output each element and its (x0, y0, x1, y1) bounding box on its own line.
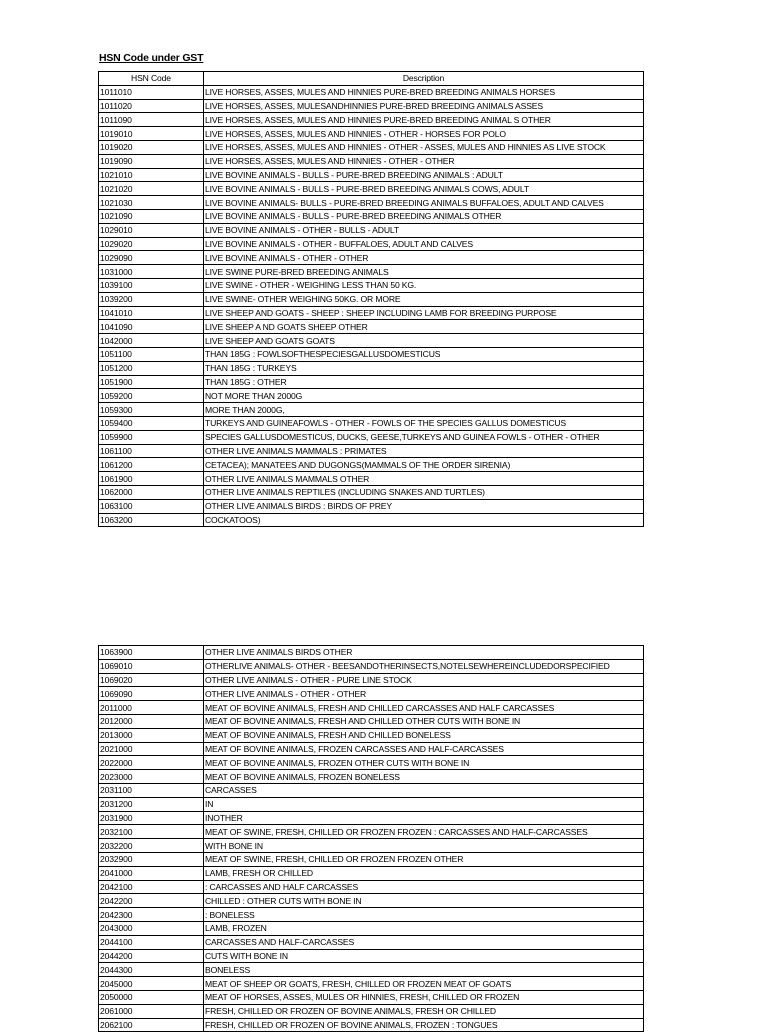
description-cell: INOTHER (204, 811, 644, 825)
table-row (99, 673, 644, 687)
hsn-code-cell: 1069020 (99, 673, 204, 687)
description-cell: THAN 185G : FOWLSOFTHESPECIESGALLUSDOMESTICUS (204, 347, 644, 361)
description-cell: : BONELESS (204, 908, 644, 922)
description-cell: LIVE HORSES, ASSES, MULES AND HINNIES - OTHER - OTHER (204, 154, 644, 168)
hsn-code-cell: 2022000 (99, 756, 204, 770)
table-row (99, 223, 644, 237)
document-title: HSN Code under GST (99, 52, 204, 64)
description-cell: CHILLED : OTHER CUTS WITH BONE IN (204, 894, 644, 908)
table-row (99, 811, 644, 825)
hsn-code-cell: 2041000 (99, 866, 204, 880)
column-header-description: Description (204, 72, 644, 86)
hsn-code-cell: 2012000 (99, 714, 204, 728)
hsn-code-cell: 2031200 (99, 797, 204, 811)
table-row (99, 839, 644, 853)
table-row (99, 728, 644, 742)
table-row (99, 347, 644, 361)
hsn-code-cell: 1069090 (99, 687, 204, 701)
table-row (99, 701, 644, 715)
description-cell: LIVE HORSES, ASSES, MULES AND HINNIES - OTHER - HORSES FOR POLO (204, 127, 644, 141)
table-row (99, 866, 644, 880)
description-cell: OTHER LIVE ANIMALS BIRDS : BIRDS OF PREY (204, 499, 644, 513)
hsn-code-cell: 1061900 (99, 472, 204, 486)
hsn-code-cell: 1059400 (99, 416, 204, 430)
description-cell: BONELESS (204, 963, 644, 977)
hsn-code-cell: 1031000 (99, 265, 204, 279)
description-cell: LIVE SWINE PURE-BRED BREEDING ANIMALS (204, 265, 644, 279)
table-row (99, 99, 644, 113)
table-row (99, 894, 644, 908)
table-row (99, 209, 644, 223)
table-row (99, 306, 644, 320)
hsn-code-cell: 1061200 (99, 458, 204, 472)
table-row (99, 687, 644, 701)
table-row (99, 880, 644, 894)
hsn-code-cell: 1061100 (99, 444, 204, 458)
table-row (99, 1018, 644, 1032)
description-cell: LIVE SHEEP AND GOATS - SHEEP : SHEEP INCLUDING LAMB FOR BREEDING PURPOSE (204, 306, 644, 320)
description-cell: LIVE HORSES, ASSES, MULES AND HINNIES PURE-BRED BREEDING ANIMALS HORSES (204, 85, 644, 99)
table-row (99, 783, 644, 797)
hsn-code-cell: 1021010 (99, 168, 204, 182)
table-row (99, 977, 644, 991)
hsn-code-cell: 2050000 (99, 990, 204, 1004)
description-cell: LIVE BOVINE ANIMALS - BULLS - PURE-BRED BREEDING ANIMALS COWS, ADULT (204, 182, 644, 196)
table-row (99, 935, 644, 949)
description-cell: MEAT OF SWINE, FRESH, CHILLED OR FROZEN FROZEN : CARCASSES AND HALF-CARCASSES (204, 825, 644, 839)
description-cell: MEAT OF BOVINE ANIMALS, FROZEN CARCASSES AND HALF-CARCASSES (204, 742, 644, 756)
description-cell: LIVE SHEEP AND GOATS GOATS (204, 334, 644, 348)
description-cell: MEAT OF SWINE, FRESH, CHILLED OR FROZEN FROZEN OTHER (204, 852, 644, 866)
table-row (99, 659, 644, 673)
hsn-code-cell: 2042100 (99, 880, 204, 894)
hsn-code-cell: 1069010 (99, 659, 204, 673)
hsn-code-cell: 1041090 (99, 320, 204, 334)
table-row (99, 113, 644, 127)
table-row (99, 472, 644, 486)
description-cell: LIVE HORSES, ASSES, MULES AND HINNIES - OTHER - ASSES, MULES AND HINNIES AS LIVE STOCK (204, 140, 644, 154)
table-row (99, 430, 644, 444)
hsn-code-cell: 1029020 (99, 237, 204, 251)
hsn-code-cell: 1029010 (99, 223, 204, 237)
hsn-code-cell: 2032200 (99, 839, 204, 853)
description-cell: OTHERLIVE ANIMALS- OTHER - BEESANDOTHERINSECTS,NOTELSEWHEREINCLUDEDORSPECIFIED (204, 659, 644, 673)
table-row (99, 458, 644, 472)
table-row (99, 237, 644, 251)
hsn-code-cell: 1029090 (99, 251, 204, 265)
table-row (99, 251, 644, 265)
hsn-code-cell: 2044100 (99, 935, 204, 949)
table-row (99, 127, 644, 141)
description-cell: MEAT OF BOVINE ANIMALS, FRESH AND CHILLED CARCASSES AND HALF CARCASSES (204, 701, 644, 715)
description-cell: LIVE HORSES, ASSES, MULESANDHINNIES PURE-BRED BREEDING ANIMALS ASSES (204, 99, 644, 113)
hsn-code-cell: 1011020 (99, 99, 204, 113)
table-row (99, 278, 644, 292)
description-cell: MORE THAN 2000G, (204, 403, 644, 417)
hsn-code-cell: 1059300 (99, 403, 204, 417)
table-row (99, 908, 644, 922)
description-cell: LIVE BOVINE ANIMALS- BULLS - PURE-BRED BREEDING ANIMALS BUFFALOES, ADULT AND CALVES (204, 196, 644, 210)
description-cell: LIVE BOVINE ANIMALS - OTHER - BUFFALOES, ADULT AND CALVES (204, 237, 644, 251)
hsn-code-cell: 1021030 (99, 196, 204, 210)
hsn-code-cell: 1051100 (99, 347, 204, 361)
table-row (99, 990, 644, 1004)
table-row (99, 403, 644, 417)
table-row (99, 513, 644, 527)
hsn-code-cell: 2061000 (99, 1004, 204, 1018)
table-row (99, 375, 644, 389)
table-row (99, 646, 644, 660)
description-cell: MEAT OF BOVINE ANIMALS, FRESH AND CHILLED BONELESS (204, 728, 644, 742)
description-cell: LIVE BOVINE ANIMALS - OTHER - OTHER (204, 251, 644, 265)
description-cell: OTHER LIVE ANIMALS MAMMALS OTHER (204, 472, 644, 486)
table-row (99, 196, 644, 210)
table-row (99, 485, 644, 499)
description-cell: OTHER LIVE ANIMALS MAMMALS : PRIMATES (204, 444, 644, 458)
hsn-code-cell: 1063200 (99, 513, 204, 527)
table-row (99, 85, 644, 99)
table-row (99, 963, 644, 977)
hsn-code-cell: 2011000 (99, 701, 204, 715)
description-cell: LAMB, FRESH OR CHILLED (204, 866, 644, 880)
description-cell: LIVE BOVINE ANIMALS - OTHER - BULLS - ADULT (204, 223, 644, 237)
table-row (99, 168, 644, 182)
description-cell: LIVE SWINE- OTHER WEIGHING 50KG. OR MORE (204, 292, 644, 306)
description-cell: TURKEYS AND GUINEAFOWLS - OTHER - FOWLS OF THE SPECIES GALLUS DOMESTICUS (204, 416, 644, 430)
table-row (99, 714, 644, 728)
description-cell: SPECIES GALLUSDOMESTICUS, DUCKS, GEESE,TURKEYS AND GUINEA FOWLS - OTHER - OTHER (204, 430, 644, 444)
table-row (99, 416, 644, 430)
hsn-code-cell: 1019010 (99, 127, 204, 141)
hsn-code-cell: 2013000 (99, 728, 204, 742)
description-cell: OTHER LIVE ANIMALS - OTHER - OTHER (204, 687, 644, 701)
description-cell: CETACEA); MANATEES AND DUGONGS(MAMMALS OF THE ORDER SIRENIA) (204, 458, 644, 472)
table-row (99, 852, 644, 866)
hsn-code-cell: 1051200 (99, 361, 204, 375)
hsn-code-cell: 1039100 (99, 278, 204, 292)
hsn-code-cell: 2043000 (99, 921, 204, 935)
hsn-code-cell: 1021090 (99, 209, 204, 223)
description-cell: OTHER LIVE ANIMALS REPTILES (INCLUDING SNAKES AND TURTLES) (204, 485, 644, 499)
table-row (99, 265, 644, 279)
description-cell: MEAT OF BOVINE ANIMALS, FROZEN BONELESS (204, 770, 644, 784)
description-cell: OTHER LIVE ANIMALS - OTHER - PURE LINE STOCK (204, 673, 644, 687)
hsn-code-cell: 1063100 (99, 499, 204, 513)
table-row (99, 770, 644, 784)
table-row (99, 389, 644, 403)
hsn-code-cell: 1011010 (99, 85, 204, 99)
description-cell: WITH BONE IN (204, 839, 644, 853)
description-cell: THAN 185G : OTHER (204, 375, 644, 389)
hsn-code-cell: 2045000 (99, 977, 204, 991)
description-cell: MEAT OF BOVINE ANIMALS, FROZEN OTHER CUTS WITH BONE IN (204, 756, 644, 770)
hsn-code-cell: 1042000 (99, 334, 204, 348)
hsn-code-cell: 2042300 (99, 908, 204, 922)
table-row (99, 182, 644, 196)
description-cell: LIVE SHEEP A ND GOATS SHEEP OTHER (204, 320, 644, 334)
hsn-table-1 (98, 71, 644, 527)
description-cell: LIVE BOVINE ANIMALS - BULLS - PURE-BRED BREEDING ANIMALS OTHER (204, 209, 644, 223)
hsn-code-cell: 1011090 (99, 113, 204, 127)
description-cell: LIVE SWINE - OTHER - WEIGHING LESS THAN 50 KG. (204, 278, 644, 292)
table-row (99, 361, 644, 375)
table-row (99, 756, 644, 770)
description-cell: IN (204, 797, 644, 811)
description-cell: CUTS WITH BONE IN (204, 949, 644, 963)
hsn-code-cell: 2031900 (99, 811, 204, 825)
table-row (99, 292, 644, 306)
table-row (99, 140, 644, 154)
hsn-code-cell: 1039200 (99, 292, 204, 306)
table-header-row (99, 72, 644, 86)
hsn-code-cell: 2042200 (99, 894, 204, 908)
hsn-code-cell: 2062100 (99, 1018, 204, 1032)
table-row (99, 1004, 644, 1018)
table-row (99, 444, 644, 458)
description-cell: FRESH, CHILLED OR FROZEN OF BOVINE ANIMALS, FROZEN : TONGUES (204, 1018, 644, 1032)
table-row (99, 499, 644, 513)
description-cell: LIVE HORSES, ASSES, MULES AND HINNIES PURE-BRED BREEDING ANIMAL S OTHER (204, 113, 644, 127)
hsn-code-cell: 2023000 (99, 770, 204, 784)
hsn-code-cell: 1063900 (99, 646, 204, 660)
description-cell: : CARCASSES AND HALF CARCASSES (204, 880, 644, 894)
description-cell: CARCASSES (204, 783, 644, 797)
description-cell: FRESH, CHILLED OR FROZEN OF BOVINE ANIMALS, FRESH OR CHILLED (204, 1004, 644, 1018)
hsn-code-cell: 1062000 (99, 485, 204, 499)
description-cell: MEAT OF HORSES, ASSES, MULES OR HINNIES, FRESH, CHILLED OR FROZEN (204, 990, 644, 1004)
hsn-code-cell: 1059900 (99, 430, 204, 444)
table-row (99, 949, 644, 963)
description-cell: CARCASSES AND HALF-CARCASSES (204, 935, 644, 949)
description-cell: MEAT OF SHEEP OR GOATS, FRESH, CHILLED OR FROZEN MEAT OF GOATS (204, 977, 644, 991)
table-row (99, 797, 644, 811)
table-row (99, 334, 644, 348)
hsn-code-cell: 2031100 (99, 783, 204, 797)
hsn-code-cell: 1041010 (99, 306, 204, 320)
description-cell: THAN 185G : TURKEYS (204, 361, 644, 375)
hsn-code-cell: 2021000 (99, 742, 204, 756)
description-cell: LIVE BOVINE ANIMALS - BULLS - PURE-BRED BREEDING ANIMALS : ADULT (204, 168, 644, 182)
table-row (99, 320, 644, 334)
table-row (99, 825, 644, 839)
hsn-code-cell: 1019020 (99, 140, 204, 154)
table-row (99, 742, 644, 756)
hsn-code-cell: 1021020 (99, 182, 204, 196)
description-cell: OTHER LIVE ANIMALS BIRDS OTHER (204, 646, 644, 660)
description-cell: NOT MORE THAN 2000G (204, 389, 644, 403)
description-cell: MEAT OF BOVINE ANIMALS, FRESH AND CHILLED OTHER CUTS WITH BONE IN (204, 714, 644, 728)
hsn-code-cell: 2044300 (99, 963, 204, 977)
hsn-code-cell: 2032900 (99, 852, 204, 866)
hsn-code-cell: 1051900 (99, 375, 204, 389)
hsn-code-cell: 1019090 (99, 154, 204, 168)
description-cell: COCKATOOS) (204, 513, 644, 527)
table-row (99, 921, 644, 935)
column-header-hsn-code: HSN Code (99, 72, 204, 86)
description-cell: LAMB, FROZEN (204, 921, 644, 935)
hsn-code-cell: 2044200 (99, 949, 204, 963)
hsn-code-cell: 1059200 (99, 389, 204, 403)
hsn-table-2 (98, 645, 644, 1032)
table-row (99, 154, 644, 168)
hsn-code-cell: 2032100 (99, 825, 204, 839)
